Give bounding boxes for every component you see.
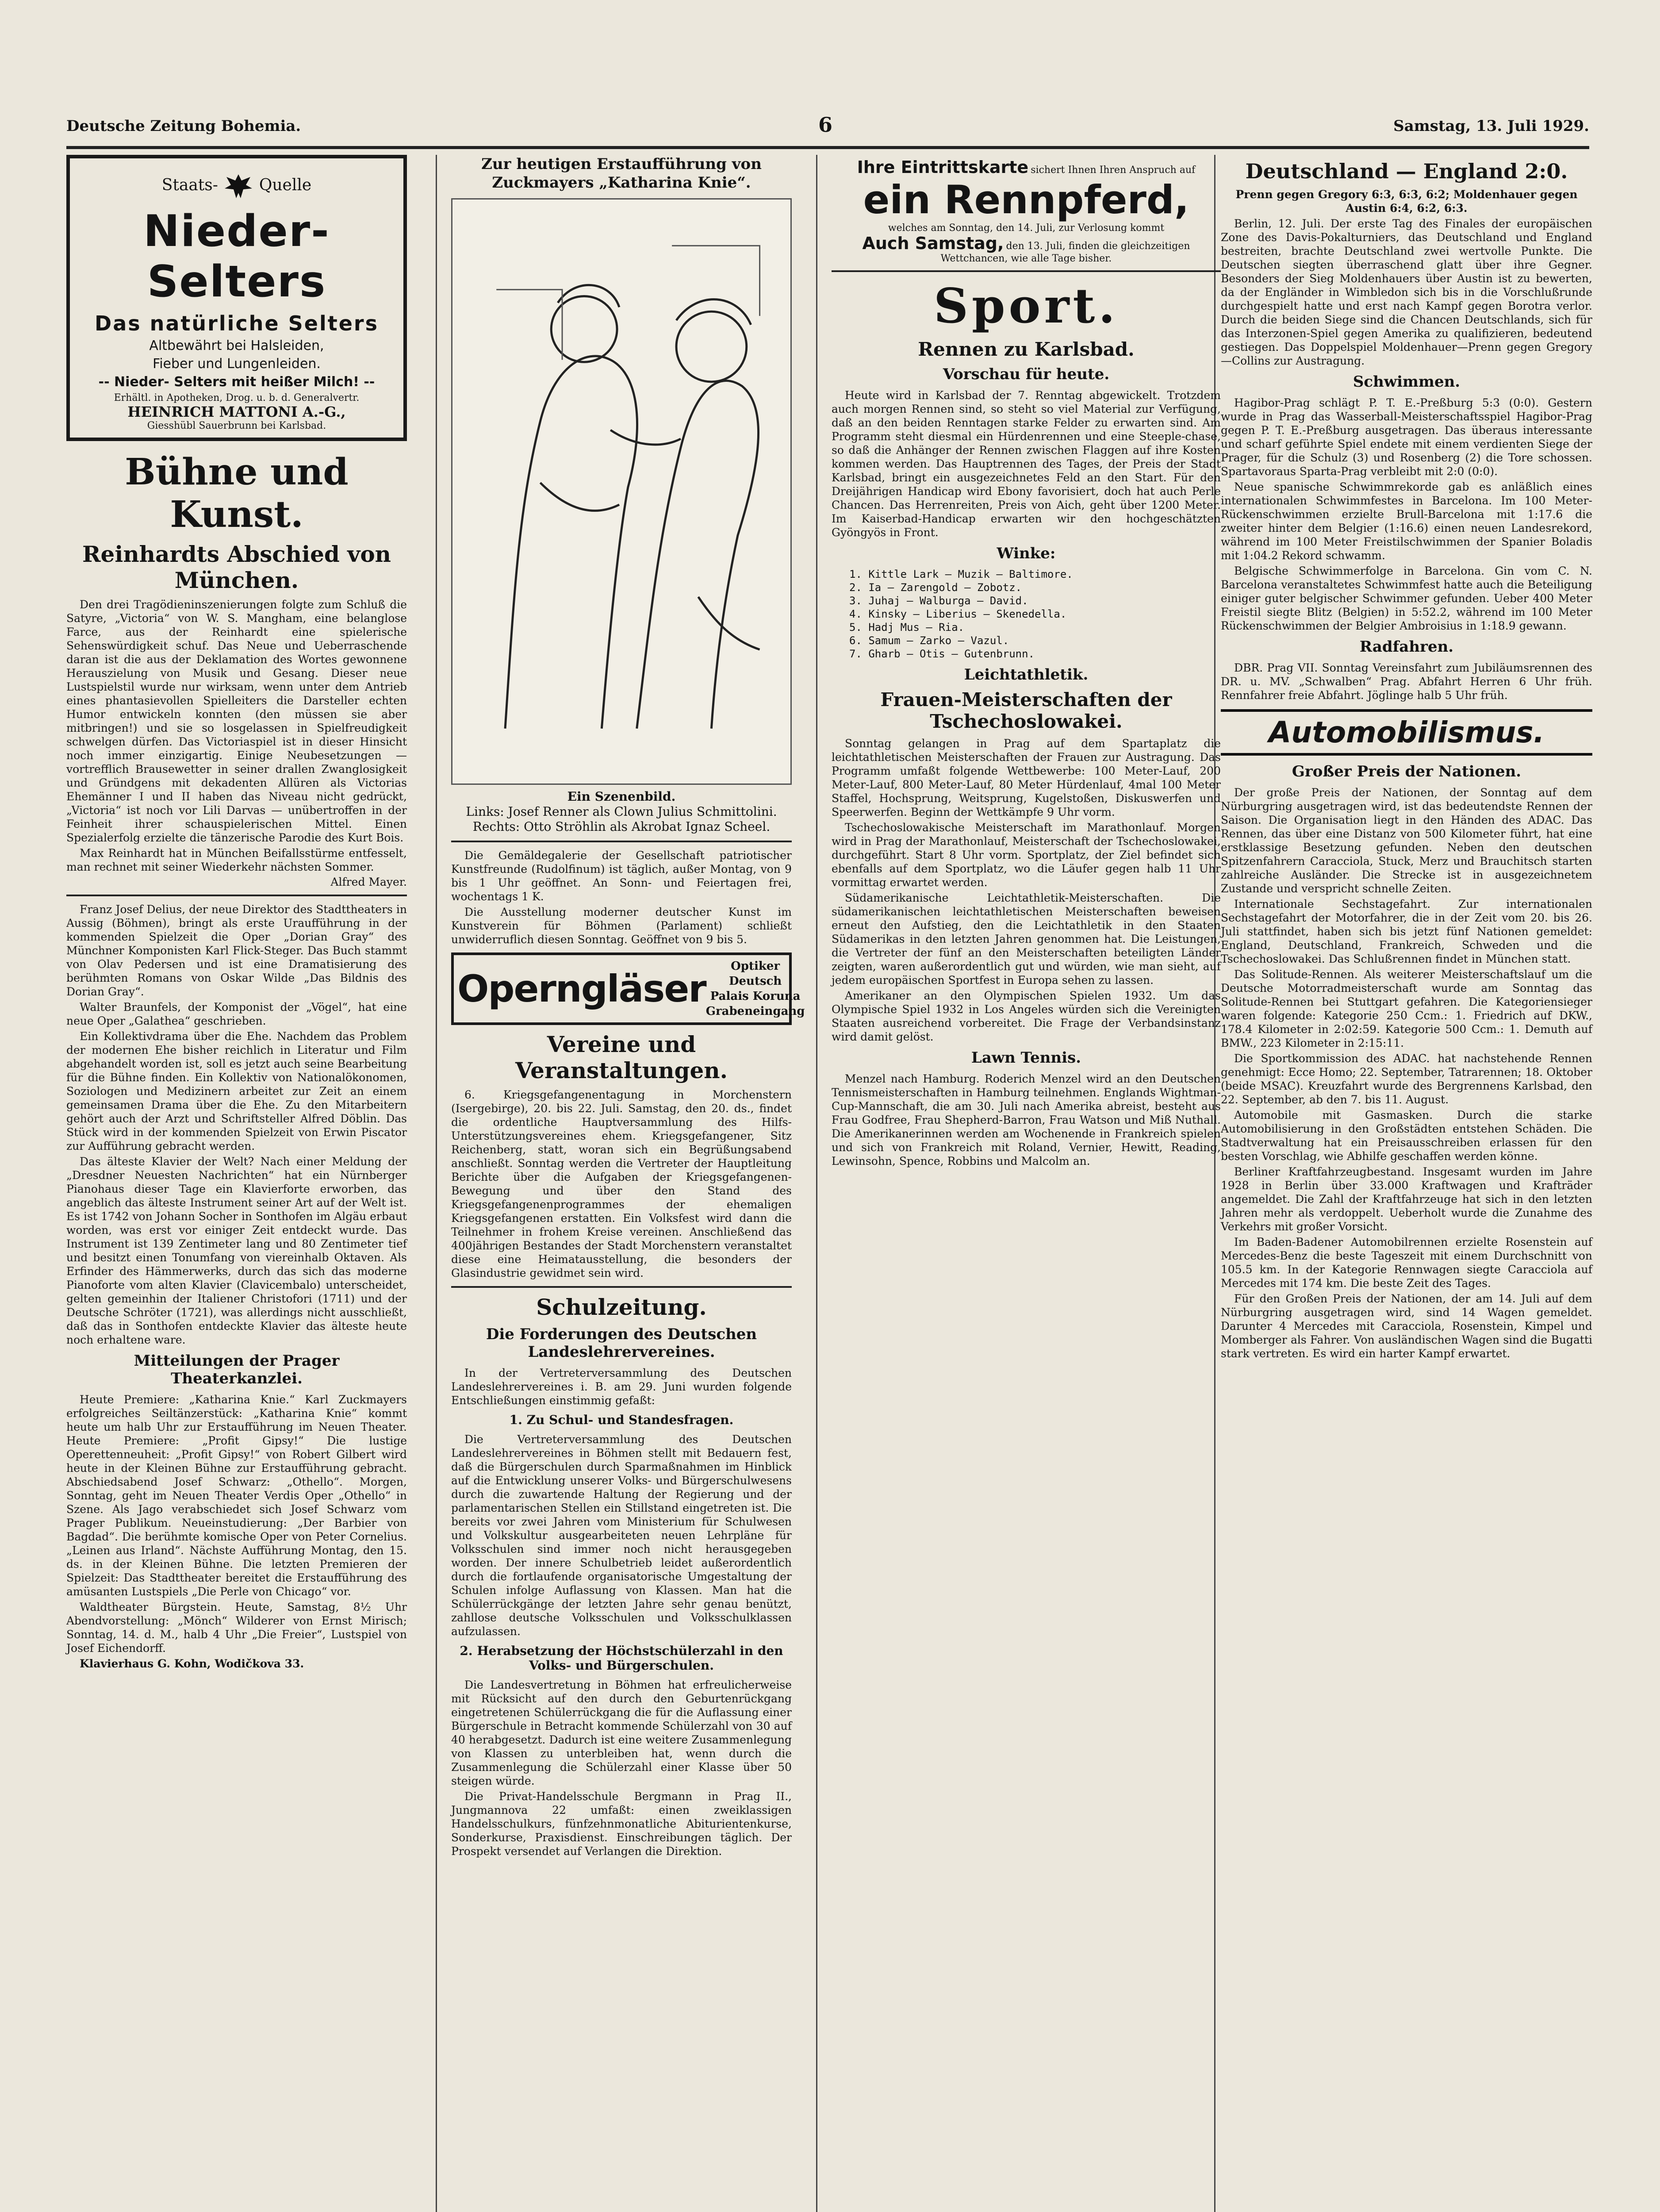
divider — [451, 1286, 792, 1288]
winke-title: Winke: — [997, 545, 1056, 562]
divider — [66, 895, 407, 896]
radfahren-title: Radfahren. — [1359, 638, 1454, 656]
ad-place: Giesshübl Sauerbrunn bei Karlsbad. — [147, 420, 326, 431]
opera-ad-street: Grabeneingang — [705, 1005, 805, 1018]
race-tip: 2. Ia — Zarengold — Zobotz. — [849, 581, 1022, 594]
column-1 — [66, 155, 407, 2212]
news-item: Belgische Schwimmerfolge in Barcelona. Gin vom C. N. Barcelona veranstaltetes Schwimmfest hatte auch die Beteiligung einiger guter belgischer Schwimmer gefunden. Ueber 400 Meter Freistil siegte Blitz (Belgien) in 5:52.2, während im 100 Meter Rückenschwimmen der Belgier Ambroisius in 1:18.9 gewann. — [1221, 565, 1592, 632]
news-item: Für den Großen Preis der Nationen, der am 14. Juli auf dem Nürburgring ausgetragen wird, sind 14 Wagen gemeldet. Darunter 4 Mercedes mit Caracciola, Rosenstein, Kimpel und Momberger als Fahrer. Von ausländischen Wagen sind die Bugatti stark vertreten. Es wird ein harter Kampf erwartet. — [1221, 1292, 1592, 1360]
news-item: Die Gemäldegalerie der Gesellschaft patriotischer Kunstfreunde (Rudolfinum) ist täglich, außer Montag, von 9 bis 1 Uhr geöffnet. An Sonn- und Feiertagen frei, wochentags 1 K. — [451, 849, 792, 903]
forderungen-sub: 2. Herabsetzung der Höchstschülerzahl in den Volks- und Bürgerschulen. — [460, 1644, 783, 1673]
race-tip: 7. Gharb — Otis — Gutenbrunn. — [849, 648, 1035, 660]
race-tip: 1. Kittle Lark — Muzik — Baltimore. — [849, 568, 1073, 580]
news-item: Die Ausstellung moderner deutscher Kunst im Kunstverein für Böhmen (Parlament) schließt unwiderruflich diesen Sonntag. Geöffnet von 9 bis 5. — [451, 906, 792, 946]
schulzeitung-title: Schulzeitung. — [536, 1294, 707, 1320]
leicht-title: Leichtathletik. — [964, 666, 1089, 684]
vorschau-text: Heute wird in Karlsbad der 7. Renntag abgewickelt. Trotzdem auch morgen Rennen sind, so steht so viel Material zur Verfügung, daß an den beiden Renntagen starke Felder zu erwarten sind. Am Programm steht diesmal ein Hürdenrennen und eine Steeple-chase, so daß die Anhänger der Rennen zwischen Flaggen auf ihre Kosten kommen werden. Das Hauptrennen des Tages, der Preis der Stadt Karlsbad, bringt ein ausgezeichnetes Feld an den Start. Für den Dreijährigen Handicap wird Ebony favorisiert, doch hat auch Perle Chancen. Das Herrenreiten, Preis von Aich, geht über 1200 Meter. Im Kaiserbad-Handicap erwarten wir den hochgeschätzten Gyöngyös in Front. — [832, 389, 1221, 539]
news-item: Südamerikanische Leichtathletik-Meisterschaften. Die südamerikanischen leichtathletischen Meisterschaften beweisen erneut den Aufstieg, den die Leichtathletik in den Staaten Südamerikas in den letzten Jahren genommen hat. Die Leistungen, die Vertreter der fünf an den Meisterschaften beteiligten Länder zeigten, waren außerordentlich gut und würden, wie man sieht, auf jedem europäischen Sportfest in Europa sehen zu lassen. — [832, 891, 1221, 987]
article-author: Alfred Mayer. — [330, 876, 407, 888]
header-rule — [66, 146, 1589, 149]
mitteilungen-title: Mitteilungen der Prager Theaterkanzlei. — [134, 1352, 340, 1387]
news-item: Hagibor-Prag schlägt P. T. E.-Preßburg 5:3 (0:0). Gestern wurde in Prag das Wasserball-Meisterschaftsspiel Hagibor-Prag gegen P. T. E.-Preßburg ausgetragen. Das überaus interessante und scharf geführte Spiel endete mit einem verdienten Siege der Prager, für die Schulz (3) und Rosenberg (2) die Tore schossen. Spartavoraus Sparta-Prag verbleibt mit 2:0 (0:0). — [1221, 396, 1592, 478]
rennen-title: Rennen zu Karlsbad. — [918, 338, 1135, 360]
divider — [451, 841, 792, 842]
ad-line: -- Nieder- Selters mit heißer Milch! -- — [98, 374, 375, 390]
news-item: Das älteste Klavier der Welt? Nach einer Meldung der „Dresdner Neuesten Nachrichten“ hat ein Nürnberger Pianohaus dieser Tage ein Klavierforte erworben, das angeblich das älteste Instrument seiner Art auf der Welt ist. Es ist 1742 von Johann Socher in Sonthofen im Algäu erbaut worden, was erst vor einiger Zeit entdeckt wurde. Das Instrument ist 139 Zentimeter lang und 80 Zentimeter tief und besitzt einen Tonumfang von viereinhalb Oktaven. Als Erfinder des Hämmerwerks, durch das sich das moderne Pianoforte vom alten Klavier (Clavicembalo) unterscheidet, gelten gemeinhin der Italiener Christofori (1711) und der Deutsche Schröter (1721), was allerdings nicht ausschließt, daß das in Sonthofen entdeckte Klavier das älteste heute noch erhaltene ware. — [66, 1155, 407, 1346]
news-item: Neue spanische Schwimmrekorde gab es anläßlich eines internationalen Schwimmfestes in Barcelona. Im 100 Meter-Rückenschwimmen erzielte Brull-Barcelona mit 1:17.6 die zweiter hinter dem Belgier (1:16.6) einen neuen Landesrekord, während im 100 Meter Freistilschwimmen der Spanier Boladis mit 1:04.2 Rekord schwamm. — [1221, 480, 1592, 562]
news-item: Internationale Sechstagefahrt. Zur internationalen Sechstagefahrt der Motorfahrer, die in der Zeit vom 20. bis 26. Juli stattfindet, haben sich bis jetzt fünf Nationen gemeldet: England, Deutschland, Frankreich, Schweden und die Tschechoslowakei. Das Schlußrennen findet in München statt. — [1221, 898, 1592, 965]
column-4 — [1221, 155, 1592, 2212]
lawn-text: Menzel nach Hamburg. Roderich Menzel wird an den Deutschen Tennismeisterschaften in Hamburg teilnehmen. Englands Wightman-Cup-Mannschaft, die am 30. Juli nach Amerika abreist, besteht aus Frau Godfree, Frau Shepherd-Barron, Frau Watson und Miß Nuthall. Die Amerikanerinnen werden am Wochenende in Frankreich spielen und sich von Frankreich mit Roland, Vernier, Hewitt, Reading, Lewinsohn, Spence, Robbins und Malcolm an. — [832, 1072, 1221, 1167]
race-tip: 3. Juhaj — Walburga — David. — [849, 595, 1028, 607]
schwimmen-title: Schwimmen. — [1353, 373, 1461, 391]
news-item: Der große Preis der Nationen, der Sonntag auf dem Nürburgring ausgetragen wird, ist das bedeutendste Rennen der Saison. Die Organisation liegt in den Händen des ADAC. Das Rennen, das über eine Distanz von 500 Kilometer führt, hat eine erstklassige Besetzung gefunden. Neben den deutschen Spitzenfahrern Caracciola, Stuck, Merz und Brauchitsch starten zahlreiche Ausländer. Die Strecke ist in ausgezeichnetem Zustande und verspricht schnelle Zeiten. — [1221, 786, 1592, 895]
page-header — [66, 113, 1589, 139]
race-tips — [849, 568, 1221, 661]
race-tip: 4. Kinsky — Liberius — Skenedella. — [849, 608, 1067, 620]
news-item: Tschechoslowakische Meisterschaft im Marathonlauf. Morgen wird in Prag der Marathonlauf, Meisterschaft der Tschechoslowakei, durchgeführt. Start 8 Uhr vorm. Sportplatz, der Ziel befindet sich ebenfalls auf dem Sportplatz, wo die Läufer gegen halb 11 Uhr vormittag erwartet werden. — [832, 821, 1221, 889]
ad-top-right: sichert Ihnen Ihren Anspruch auf — [1031, 165, 1196, 176]
ad-brand: Nieder-Selters — [143, 206, 330, 307]
ad-fine: den 13. Juli, finden die gleichzeitigen Wettchancen, wie alle Tage bisher. — [940, 241, 1190, 264]
ad-line: welches am Sonntag, den 14. Juli, zur Verlosung kommt — [888, 223, 1165, 234]
scene-sketch-image — [451, 198, 792, 785]
column-divider — [816, 155, 817, 2212]
premiere-title: Zur heutigen Erstaufführung von Zuckmayers „Katharina Knie“. — [481, 155, 762, 192]
ad-staats: Staats- — [161, 176, 218, 194]
vereine-title: Vereine und Veranstaltungen. — [515, 1031, 728, 1083]
news-item: Berliner Kraftfahrzeugbestand. Insgesamt wurden im Jahre 1928 in Berlin über 33.000 Kraftwagen und Krafträder angemeldet. Die Zahl der Kraftfahrzeuge hat sich in den letzten Jahren mehr als verdoppelt. Ueberholt wurde die Zunahme des Verkehrs mit großer Vorsicht. — [1221, 1165, 1592, 1233]
column-3 — [832, 155, 1221, 2212]
column-2 — [451, 155, 805, 2212]
eagle-icon — [223, 171, 254, 202]
ad-company: HEINRICH MATTONI A.-G., — [127, 403, 346, 420]
paper-name: Deutsche Zeitung Bohemia. — [66, 117, 301, 135]
forderungen-text: In der Vertreterversammlung des Deutschen Landeslehrervereines i. B. am 29. Juni wurden folgende Entschließungen einstimmig gefaßt: — [451, 1367, 792, 1407]
ad-quelle: Quelle — [259, 176, 312, 194]
ad-subtitle: Das natürliche Selters — [95, 311, 379, 335]
news-item: DBR. Prag VII. Sonntag Vereinsfahrt zum Jubiläumsrennen des DR. u. MV. „Schwalben“ Prag. Abfahrt Herren 6 Uhr früh. Rennfahrer freie Abfahrt. Jöglinge halb 5 Uhr früh. — [1221, 661, 1592, 702]
ad-line: Altbewährt bei Halsleiden, — [149, 338, 324, 353]
news-item: Walter Braunfels, der Komponist der „Vögel“, hat eine neue Oper „Galathea“ geschrieben. — [66, 1001, 407, 1027]
news-item: Ein Kollektivdrama über die Ehe. Nachdem das Problem der modernen Ehe bisher reichlich in Literatur und Film abgehandelt worden ist, soll es jetzt auch seine Bearbeitung für die Bühne finden. Ein Kollektiv von Nationalökonomen, Soziologen und Medizinern arbeitet zur Zeit an einem gemeinsamen Drama über die Ehe. Zu den Mitarbeitern gehört auch der Arzt und Schriftsteller Alfred Döblin. Das Stück wird in der kommenden Spielzeit von Erwin Piscator zur Aufführung gebracht werden. — [66, 1030, 407, 1152]
race-tip: 6. Samum — Zarko — Vazul. — [849, 634, 1009, 647]
mitteilungen-text: Heute Premiere: „Katharina Knie.“ Karl Zuckmayers erfolgreiches Seiltänzerstück: „Katharina Knie“ kommt heute um halb Uhr zur Erstaufführung im Neuen Theater. Heute Premiere: „Profit Gipsy!“ Die lustige Operettenneuheit: „Profit Gipsy!“ von Robert Gilbert wird heute in der Kleinen Bühne zur Erstaufführung gebracht. Abschiedsabend Josef Schwarz: „Othello“. Morgen, Sonntag, geht im Neuen Theater Verdis Oper „Othello“ in Szene. Als Jago verabschiedet sich Josef Schwarz vom Prager Publikum. Neueinstudierung: „Der Barbier von Bagdad“. Die berühmte komische Oper von Peter Cornelius. „Leinen aus Irland“. Nächste Aufführung Montag, den 15. ds. in der Kleinen Bühne. Die letzten Premieren der Spielzeit: Das Stadttheater bereitet die Erstaufführung des amüsanten Lustspiels „Die Perle von Chicago“ vor. — [66, 1393, 407, 1598]
sport-title: Sport. — [934, 278, 1119, 334]
ad-line: Fieber und Lungenleiden. — [153, 356, 321, 372]
news-item: Das Solitude-Rennen. Als weiterer Meisterschaftslauf um die Deutsche Motorradmeisterschaft wurde am Sonntag das Solitude-Rennen bei Stuttgart gefahren. Die Kategoriensieger waren folgende: Kategorie 250 Ccm.: 1. Friedrich auf DKW., 178.4 Kilometer in 2:02:59. Kategorie 500 Ccm.: 1. Demuth auf BMW., 223 Kilometer in 2:15:11. — [1221, 968, 1592, 1049]
vorschau-title: Vorschau für heute. — [943, 365, 1110, 383]
ad-fine: Erhältl. in Apotheken, Drog. u. b. d. Generalvertr. — [114, 392, 360, 403]
forderungen-sub: 1. Zu Schul- und Standesfragen. — [509, 1413, 734, 1427]
opera-glass-ad — [451, 952, 805, 1025]
lawn-title: Lawn Tennis. — [971, 1049, 1081, 1067]
tennis-sub: Prenn gegen Gregory 6:3, 6:3, 6:2; Moldenhauer gegen Austin 6:4, 6:2, 6:3. — [1235, 188, 1578, 215]
article-text: Den drei Tragödieninszenierungen folgte zum Schluß die Satyre, „Victoria“ von W. S. Mangham, eine belanglose Farce, aus der Reinhardt eine spielerische Sehenswürdigkeit schuf. Das Neue und Ueberraschende daran ist die aus der Deklamation des Wortes gewonnene Herauszielung von Musik und Gesang. Dieser neue Lustspielstil wurde nur wirksam, wenn unter dem Antrieb eines phantasievollen Spielleiters die Darsteller echten Humor entwickeln konnten (den müssen sie aber mitbringen!) und sie so losgelassen in Spielfreudigkeit schwelgen dürfen. Das Victoriaspiel ist in dieser Hinsicht noch immer einzigartig. Einige Neubesetzungen — vortrefflich Brausewetter in seiner drallen Zwanglosigkeit und Gründgens mit dekadenten Allüren als Victorias Ehemänner I und II haben das Niveau nicht gedrückt, „Victoria“ ist noch vor Lili Darvas — unübertroffen in der Feinheit ihrer schauspielerischen Mittel. Einen Spezialerfolg erzielte die tänzerische Parodie des Kurt Bois. — [66, 598, 407, 844]
forderungen-text: Die Vertreterversammlung des Deutschen Landeslehrervereines in Böhmen stellt mit Bedauern fest, daß die Bürgerschulen durch Sparmaßnahmen im Hinblick auf die Entwicklung unserer Volks- und Bürgerschulwesens durch die zuwartende Haltung der Regierung und der parlamentarischen Stellen ein Stillstand eingetreten ist. Die bereits vor zwei Jahren vom Ministerium für Schulwesen und Volkskultur ausgearbeiteten neuen Lehrpläne für Volksschulen sind immer noch nicht herausgegeben worden. Der innere Schulbetrieb leidet außerordentlich durch die fortlaufende organisatorische Umgestaltung der Schulen infolge Auflassung von Klassen. Man hat die Schülerrückgänge der letzten Jahre sehr genau benützt, zahllose deutsche Volksschulen und Volksschulklassen aufzulassen. — [451, 1433, 792, 1638]
ad-big: ein Rennpferd, — [863, 177, 1189, 223]
automobil-title: Automobilismus. — [1221, 709, 1592, 756]
klavierhaus-ad: Klavierhaus G. Kohn, Wodičkova 33. — [80, 1657, 304, 1670]
ad-day: Auch Samstag, — [862, 234, 1004, 253]
issue-date: Samstag, 13. Juli 1929. — [1393, 117, 1589, 135]
vereine-text: 6. Kriegsgefangenentagung in Morchenstern (Isergebirge), 20. bis 22. Juli. Samstag, den 20. ds., findet die ordentliche Hauptversammlung des Hilfs-Unterstützungsvereines ehem. Kriegsgefangener, Sitz Reichenberg, statt, woran sich ein Begrüßungsabend anschließt. Sonntag werden die Vertreter der Hauptleitung Berichte über die Aufgaben der Kriegsgefangenen-Bewegung und über den Stand des Kriegsgefangenenprogrammes der ehemaligen Kriegsgefangenen erstatten. Ein Volksfest wird dann die Teilnehmer in frohem Kreise vereinen. Anschließend das 400jährigen Bestandes der Stadt Morchenstern veranstaltet diese eine Heimatausstellung, die besonders der Glasindustrie gewidmet sein wird. — [451, 1088, 792, 1279]
article-title: Reinhardts Abschied von München. — [82, 541, 391, 593]
column-divider — [436, 155, 437, 2212]
divider — [832, 270, 1221, 272]
section-title: Bühne und Kunst. — [125, 451, 349, 536]
opera-ad-place: Palais Koruna — [710, 990, 801, 1003]
news-item: Franz Josef Delius, der neue Direktor des Stadttheaters in Aussig (Böhmen), bringt als erste Uraufführung in der kommenden Spielzeit die Oper „Dorian Gray“ des Münchner Komponisten Karl Flick-Steger. Das Buch stammt von Olav Pedersen und ist eine Dramatisierung des berühmten Romans von Oskar Wilde „Das Bildnis des Dorian Gray“. — [66, 903, 407, 998]
ad-top: Ihre Eintrittskarte — [857, 157, 1029, 177]
race-tip: 5. Hadj Mus — Ria. — [849, 621, 965, 634]
article-text: Max Reinhardt hat in München Beifallsstürme entfesselt, man rechnet mit seiner Wiederkehr nächsten Sommer. — [66, 847, 407, 873]
photo-caption-right: Rechts: Otto Ströhlin als Akrobat Ignaz Scheel. — [472, 819, 771, 834]
tennis-text: Berlin, 12. Juli. Der erste Tag des Finales der europäischen Zone des Davis-Pokalturniers, das Deutschland und England bestreiten, brachte Deutschland zwei wertvolle Punkte. Die Deutschen siegten überraschend glatt über ihre Gegner. Besonders der Sieg Moldenhauers über Austin ist zu bewerten, da der Engländer in Wimbledon sich bis in die Vorschlußrunde durchgespielt hatte und erst nach Kampf gegen Borotra verlor. Durch die beiden Siege sind die Chancen Deutschlands, sich für das Interzonen-Spiel gegen Amerika zu qualifizieren, bedeutend gestiegen. Das Doppelspiel Moldenhauer—Prenn gegen Gregory—Collins zur Austragung. — [1221, 217, 1592, 367]
tennis-title: Deutschland — England 2:0. — [1245, 159, 1568, 183]
rennpferd-ad — [832, 157, 1221, 264]
photo-caption-left: Links: Josef Renner als Clown Julius Schmittolini. — [466, 804, 777, 819]
opera-ad-name: Optiker Deutsch — [728, 960, 782, 988]
frauen-title: Frauen-Meisterschaften der Tschechoslowakei. — [880, 689, 1172, 732]
news-item: Im Baden-Badener Automobilrennen erzielte Rosenstein auf Mercedes-Benz die beste Tageszeit mit einem Durchschnitt von 105.5 km. In der Kategorie Rennwagen siegte Caracciola auf Mercedes mit 174 km. Die beste Zeit des Tages. — [1221, 1236, 1592, 1290]
frauen-text: Sonntag gelangen in Prag auf dem Spartaplatz die leichtathletischen Meisterschaften der Frauen zur Austragung. Das Programm umfaßt folgende Wettbewerbe: 100 Meter-Lauf, 200 Meter-Lauf, 800 Meter-Lauf, 80 Meter Hürdenlauf, 4mal 100 Meter Staffel, Hochsprung, Weitsprung, Kugelstoßen, Diskuswerfen und Speerwerfen. Beginn der Wettkämpfe 9 Uhr vorm. — [832, 737, 1221, 818]
forderungen-text: Die Landesvertretung in Böhmen hat erfreulicherweise mit Rücksicht auf den durch den Geburtenrückgang eingetretenen Schülerrückgang die für die Auflassung einer Bürgerschule in Betracht kommende Schülerzahl von 30 auf 40 herabgesetzt. Dadurch ist eine weitere Zusammenlegung von Klassen zu unterbleiben hat, wenn durch die Zusammenlegung die Schülerzahl einer Klasse über 50 steigen würde. — [451, 1678, 792, 1787]
grosser-title: Großer Preis der Nationen. — [1292, 763, 1522, 780]
nieder-selters-ad — [66, 155, 407, 441]
scene-drawing — [452, 200, 790, 783]
opera-ad-big: Operngläser — [457, 967, 706, 1010]
news-item: Waldtheater Bürgstein. Heute, Samstag, 8½ Uhr Abendvorstellung: „Mönch“ Wilderer von Ernst Mirisch; Sonntag, 14. d. M., halb 4 Uhr „Die Freier“, Lustspiel von Josef Eichendorff. — [66, 1601, 407, 1655]
page-number: 6 — [818, 113, 833, 137]
news-item: Automobile mit Gasmasken. Durch die starke Automobilisierung in den Großstädten entstehen Schäden. Die Stadtverwaltung hat ein Preisausschreiben erlassen für den besten Vorschlag, wie Abhilfe geschaffen werden könne. — [1221, 1109, 1592, 1163]
news-item: Die Sportkommission des ADAC. hat nachstehende Rennen genehmigt: Ecce Homo; 22. September, Tatrarennen; 18. Oktober (beide MSAC). Kreuzfahrt wurde des Bergrennens Karlsbad, den 22. September, ab den 7. bis 11. August. — [1221, 1052, 1592, 1106]
news-item: Amerikaner an den Olympischen Spielen 1932. Um das Olympische Spiel 1932 in Los Angeles würden sich die Vereinigten Staaten ausreichend vorbereitet. Die Frage der Verbandsinstanz wird damit gelöst. — [832, 989, 1221, 1043]
forderungen-title: Die Forderungen des Deutschen Landeslehrervereines. — [486, 1325, 757, 1361]
photo-caption-title: Ein Szenenbild. — [567, 789, 676, 804]
bergmann-ad: Die Privat-Handelsschule Bergmann in Prag II., Jungmannova 22 umfaßt: einen zweiklassigen Handelsschulkurs, fünfzehnmonatliche Abiturientenkurse, Sonderkurse, Praxisdienst. Einschreibungen täglich. Der Prospekt versendet auf Verlangen die Direktion. — [451, 1790, 792, 1858]
